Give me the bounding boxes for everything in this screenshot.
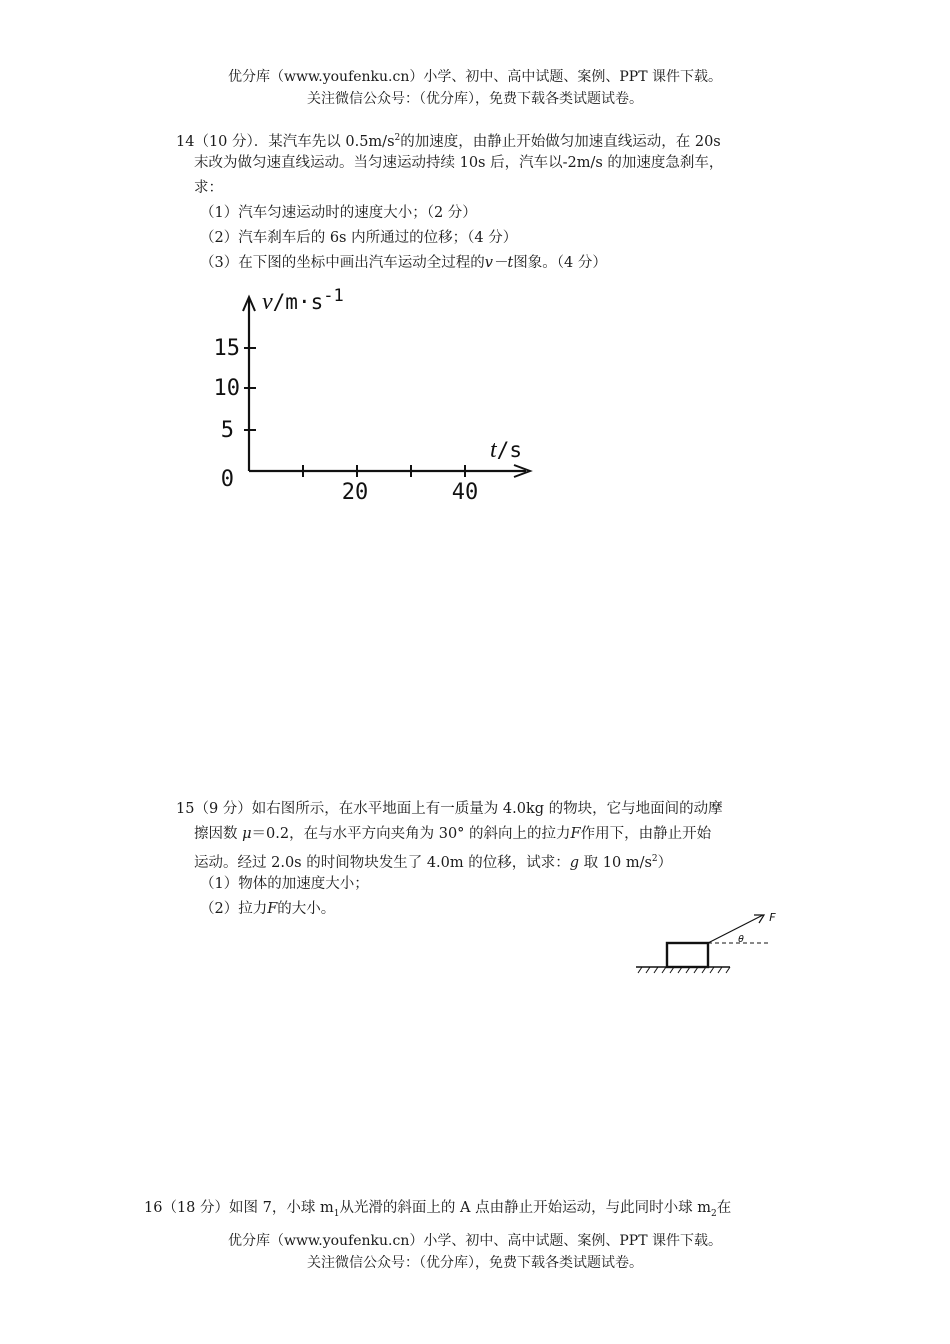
question-15-line-3: 运动。经过 2.0s 的时间物块发生了 4.0m 的位移，试求：g 取 10 $m/s^2$） — [194, 854, 673, 871]
angle-label: θ — [738, 934, 745, 945]
header-line-2: 关注微信公众号：（优分库），免费下载各类试题试卷。 — [307, 91, 643, 107]
question-14-line-1: 14（10 分）．某汽车先以 $0.5m/s^2$的加速度，由静止开始做匀加速直线运动，在 20s — [176, 133, 721, 150]
question-14-part-2: （2）汽车刹车后的 6s 内所通过的位移；（4 分） — [200, 230, 518, 246]
x-axis-title: t/s — [490, 437, 522, 463]
force-arrow — [708, 915, 763, 943]
y-tick-label-15: 15 — [213, 336, 240, 361]
question-15-line-1: 15（9 分）如右图所示，在水平地面上有一质量为 4.0kg 的物块，它与地面间的动摩 — [176, 801, 723, 817]
force-label: F — [769, 911, 776, 924]
question-14-part-1: （1）汽车匀速运动时的速度大小；（2 分） — [200, 205, 477, 221]
y-tick-label-5: 5 — [220, 418, 234, 443]
footer-line-1: 优分库（www.youfenku.cn）小学、初中、高中试题、案例、PPT 课件下载。 — [227, 1233, 722, 1249]
y-axis-title: $v/m\cdot s^{-1}$ — [262, 286, 344, 315]
x-tick-label-20: 20 — [341, 480, 369, 505]
block-force-figure — [630, 905, 780, 980]
header-line-1: 优分库（www.youfenku.cn）小学、初中、高中试题、案例、PPT 课件下载。 — [227, 69, 722, 85]
y-tick-label-10: 10 — [213, 376, 240, 401]
x-tick-label-40: 40 — [451, 480, 479, 505]
origin-label: 0 — [220, 467, 234, 492]
vt-graph-axes — [200, 285, 550, 510]
footer-line-2: 关注微信公众号：（优分库），免费下载各类试题试卷。 — [307, 1255, 643, 1271]
page-footer — [0, 1230, 950, 1274]
question-14-part-3: （3）在下图的坐标中画出汽车运动全过程的v－t图象。（4 分） — [200, 255, 607, 271]
block — [667, 943, 708, 967]
question-14-line-3: 求： — [194, 180, 223, 196]
page-header — [0, 66, 950, 110]
question-15-part-2: （2）拉力F的大小。 — [200, 901, 336, 917]
question-16-line-1: 16（18 分）如图 7，小球 $m_1$从光滑的斜面上的 A 点由静止开始运动，与此同时小球 $m_2$在 — [144, 1200, 732, 1219]
question-14-line-2: 末改为做匀速直线运动。当匀速运动持续 10s 后，汽车以-2m/s 的加速度急刹车， — [194, 155, 724, 171]
question-15-line-2: 擦因数 μ＝0.2，在与水平方向夹角为 30° 的斜向上的拉力F作用下，由静止开始 — [194, 826, 712, 842]
question-15-part-1: （1）物体的加速度大小； — [200, 876, 369, 892]
